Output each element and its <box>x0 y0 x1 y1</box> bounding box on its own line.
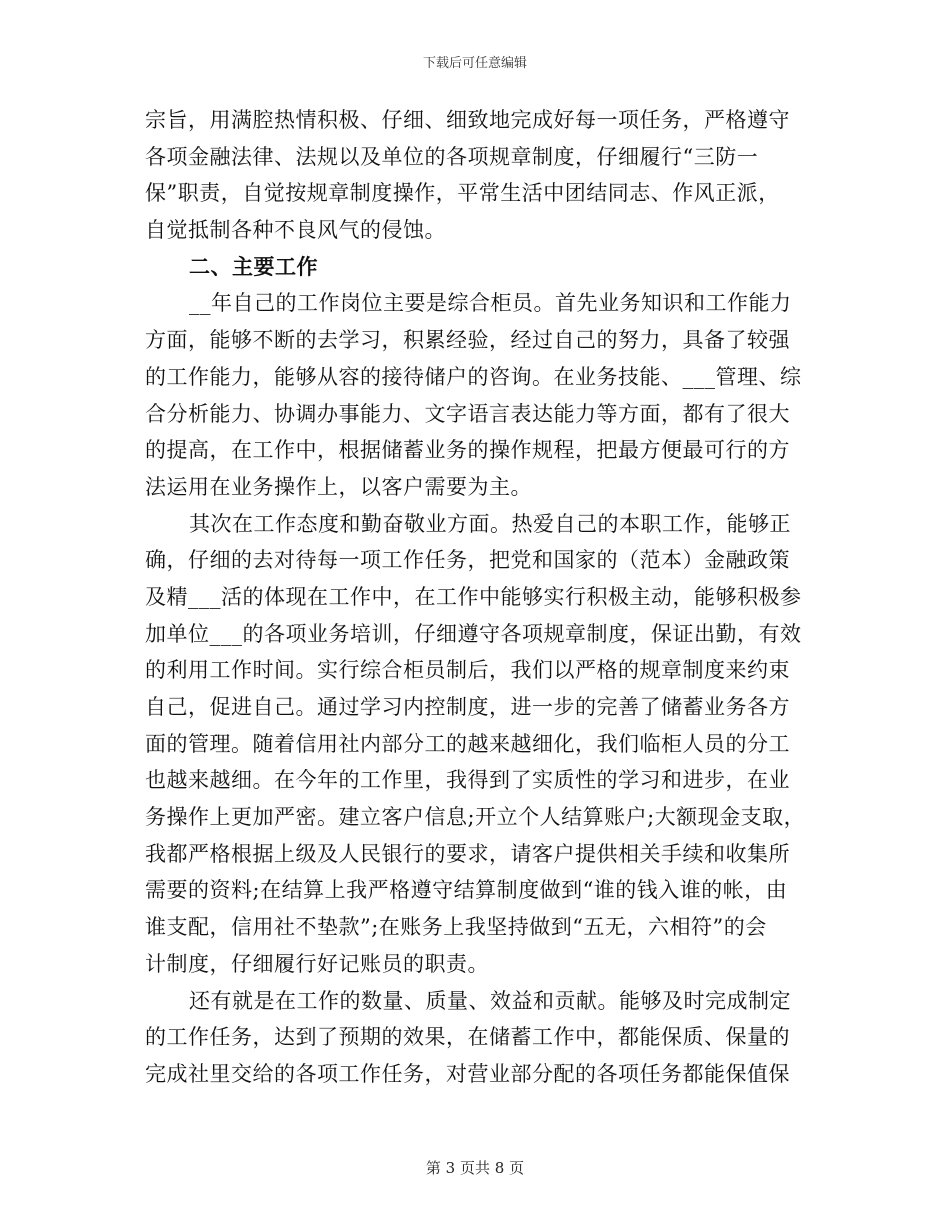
text-line: 计制度，仔细履行好记账员的职责。 <box>145 951 489 976</box>
page-header: 下载后可任意编辑 <box>422 56 527 71</box>
text-line: 合分析能力、协调办事能力、文字语言表达能力等方面，都有了很大 <box>145 401 790 426</box>
text-line: 保”职责，自觉按规章制度操作，平常生活中团结同志、作风正派， <box>145 181 780 206</box>
text-line: 也越来越细。在今年的工作里，我得到了实质性的学习和进步，在业 <box>145 768 790 793</box>
text-line: 各项金融法律、法规以及单位的各项规章制度，仔细履行“三防一 <box>145 144 759 169</box>
text-line: 的工作任务，达到了预期的效果，在储蓄工作中，都能保质、保量的 <box>145 1025 790 1050</box>
page-footer: 第 3 页共 8 页 <box>425 1159 525 1177</box>
text-line: 加单位___的各项业务培训，仔细遵守各项规章制度，保证出勤，有效 <box>145 621 802 646</box>
text-line: 需要的资料;在结算上我严格遵守结算制度做到“谁的钱入谁的帐，由 <box>145 878 788 903</box>
text-line: 宗旨，用满腔热情积极、仔细、细致地完成好每一项任务，严格遵守 <box>145 108 790 132</box>
text-line: __年自己的工作岗位主要是综合柜员。首先业务知识和工作能力 <box>189 291 792 316</box>
text-line: 法运用在业务操作上，以客户需要为主。 <box>145 474 532 499</box>
text-line: 方面，能够不断的去学习，积累经验，经过自己的努力，具备了较强 <box>145 328 790 353</box>
text-line: 谁支配，信用社不垫款”;在账务上我坚持做到“五无，六相符”的会 <box>145 915 767 940</box>
text-line: 确，仔细的去对待每一项工作任务，把党和国家的（范本）金融政策 <box>145 548 790 573</box>
text-line: 自己，促进自己。通过学习内控制度，进一步的完善了储蓄业务各方 <box>145 695 790 719</box>
text-line: 及精___活的体现在工作中，在工作中能够实行积极主动，能够积极参 <box>145 584 802 609</box>
document-body <box>145 102 815 1093</box>
text-line: 我都严格根据上级及人民银行的要求，请客户提供相关手续和收集所 <box>145 841 790 866</box>
text-line: 的利用工作时间。实行综合柜员制后，我们以严格的规章制度来约束 <box>145 658 790 683</box>
text-line: 的工作能力，能够从容的接待储户的咨询。在业务技能、___管理、综 <box>145 364 802 389</box>
text-line: 其次在工作态度和勤奋敬业方面。热爱自己的本职工作，能够正 <box>189 511 791 536</box>
text-line: 的提高，在工作中，根据储蓄业务的操作规程，把最方便最可行的方 <box>145 438 790 463</box>
text-line: 自觉抵制各种不良风气的侵蚀。 <box>145 218 446 243</box>
text-line: 务操作上更加严密。建立客户信息;开立个人结算账户;大额现金支取， <box>145 805 806 830</box>
section-heading: 二、主要工作 <box>189 253 318 279</box>
text-line: 面的管理。随着信用社内部分工的越来越细化，我们临柜人员的分工 <box>145 731 790 756</box>
text-line: 完成社里交给的各项工作任务，对营业部分配的各项任务都能保值保 <box>145 1061 790 1086</box>
text-line: 还有就是在工作的数量、质量、效益和贡献。能够及时完成制定 <box>189 988 791 1013</box>
